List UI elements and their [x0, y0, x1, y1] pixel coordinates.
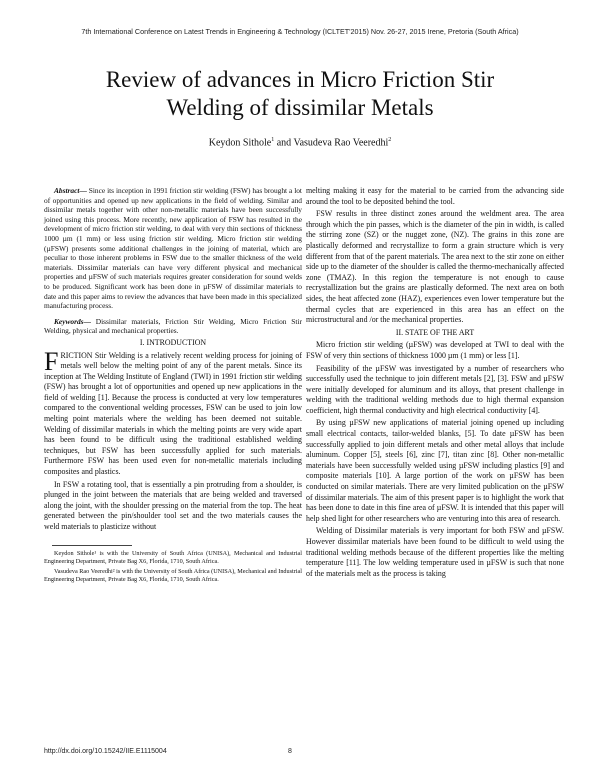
right-paragraph-5: By using µFSW new applications of material joining opened up including small electrical contacts, tailor-welded blanks, [5]. To date µFSW has been successfully applied to join different metals and other metal alloys that include aluminum. Copper [5], steels [6], zinc [7], titan zinc [8]. Other non-metallic materials have been successfully welded using µFSW including plastics [9] and composite materials [10]. A large portion of the work on µFSW has been conducted on similar materials. There are very limited publication on the µFSW of dissimilar materials. The aim of this present paper is to highlight the work that has been done to date in this fine area of µFSW. It is intended that this paper will help shed light for other researchers who are venturing into this area of research. — [306, 418, 564, 523]
left-column — [44, 186, 302, 586]
keywords-label: Keywords— — [54, 316, 91, 326]
right-paragraph-2: FSW results in three distinct zones around the weldment area. The area through which the pin passes, which is the diameter of the pin in width, is called the stirring zone (SZ) or the nugget zone, (NZ). The grains in this zone are plastically deformed and recrystallize to form a grain structure which is very different from that of the parent materials. The area next to the stir zone on either side up to the diameter of the shoulder is called the thermo-mechanically affected zone (TMAZ). In this region the temperature is not enough to cause recrystallization but the grains are plastically deformed. The next area on both sides, the heat affected zone (HAZ), experiences even lower temperature but the thermal cycles that are experienced in this area has an effect on the microstructural and /or the mechanical properties. — [306, 209, 564, 325]
right-paragraph-1: melting making it easy for the material to be carried from the advancing side around the tool to be deposited behind the tool. — [306, 186, 564, 206]
paper-title — [40, 66, 560, 122]
abstract-label: Abstract— — [54, 186, 87, 195]
author-1-sup: 1 — [271, 137, 275, 143]
author-and: and Vasudeva Rao Veeredhi — [274, 137, 389, 149]
footnote-2: Vasudeva Rao Veeredhi² is with the University of South Africa (UNISA), Mechanical and Industrial Engineering Department, Private Bag X6, Florida, 1710, South Africa. — [44, 567, 302, 583]
right-column — [306, 186, 564, 581]
drop-cap: F — [44, 346, 59, 376]
right-paragraph-4: Feasibility of the µFSW was investigated by a number of researchers who successfully used the technique to join different metals [2], [3]. FSW and µFSW were initially developed for aluminum and its alloys, that present challenge in welding with the traditional welding methods due to high thermal expansion coefficient, high thermal conductivity and high electrical conductivity [4]. — [306, 363, 564, 415]
keywords-text: Dissimilar materials, Friction Stir Welding, Micro Friction Stir Welding, physical and mechanical properties. — [44, 316, 302, 336]
right-paragraph-6: Welding of Dissimilar materials is very important for both FSW and µFSW. However dissimilar materials have been found to be difficult to weld using the traditional welding methods because of the different properties like the melting temperature [11]. The low welding temperature used in µFSW is such that none of the materials melt as the process is taking — [306, 526, 564, 578]
title-line-1: Review of advances in Micro Friction Stir — [105, 67, 495, 92]
page-number: 8 — [288, 748, 292, 755]
running-header: 7th International Conference on Latest Trends in Engineering & Technology (ICLTET'2015) Nov. 26-27, 2015 Irene, Pretoria (South Africa) — [81, 27, 519, 36]
footnote-divider — [52, 545, 132, 546]
intro-paragraph-2: In FSW a rotating tool, that is essentially a pin protruding from a shoulder, is plunged in the joint between the materials that are being welded and traversed along the joint, with the shoulder pressing on the material from the top. The heat generated between the pin/shoulder tool set and the two materials causes the weld materials to plasticize without — [44, 479, 302, 531]
footer-doi[interactable]: http://dx.doi.org/10.15242/IIE.E1115004 — [44, 748, 167, 755]
author-2-sup: 2 — [388, 137, 392, 143]
authors — [0, 137, 600, 148]
footnote-1: Keydon Sithole¹ is with the University of South Africa (UNISA), Mechanical and Industrial Engineering Department, Private Bag X6, Florida, 1710, South Africa. — [44, 549, 302, 565]
title-line-2: Welding of dissimilar Metals — [166, 95, 434, 120]
author-1: Keydon Sithole — [208, 137, 272, 149]
section-2-heading: II. STATE OF THE ART — [395, 327, 475, 337]
abstract — [44, 186, 302, 336]
abstract-text: Since its inception in 1991 friction stir welding (FSW) has brought a lot of opportunities and opened up new applications in the field of welding. Similar and dissimilar metals together with other non-metallic materials have been successfully joined using this process. More recently, new application of FSW has resulted in the development of micro friction stir welding, to deal with very thin sections of thickness 1000 µm (1 mm) or less using friction stir welding. Micro friction stir welding (µFSW) presents some additional challenges in the joining of material, which are peculiar to those inherent problems in FSW due to the smaller thickness of the weld materials. Dissimilar materials can have very different physical and mechanical properties and µFSW of such materials requires greater consideration for sound welds to be produced. Significant work has been done in µFSW of dissimilar materials to date and this paper aims to review the advances that have been made in this specialized manufacturing process. — [44, 186, 302, 311]
section-1-heading: I. INTRODUCTION — [139, 337, 207, 347]
intro-paragraph-1: RICTION Stir Welding is a relatively recent welding process for joining of metals well below the melting point of any of the parent metals. Since its inception at The Welding Institute of England (TWI) in 1991 friction stir welding (FSW) has brought a lot of opportunities and opened up new applications in the field of welding [1]. Because the process is conducted at very low temperatures compared to the conventional welding processes, FSW can be used to join low melting point materials where the welding has been deemed not suitable. Welding of dissimilar materials in which the melting points are very wide apart has been found to be difficult using the traditional established welding techniques, but FSW has been successfully applied for such materials. Furthermore FSW has been used even for non-metallic materials including composites and plastics. — [44, 350, 302, 477]
right-paragraph-3: Micro friction stir welding (µFSW) was developed at TWI to deal with the FSW of very thin sections of thickness 1000 µm (1 mm) or less [1]. — [306, 340, 564, 360]
